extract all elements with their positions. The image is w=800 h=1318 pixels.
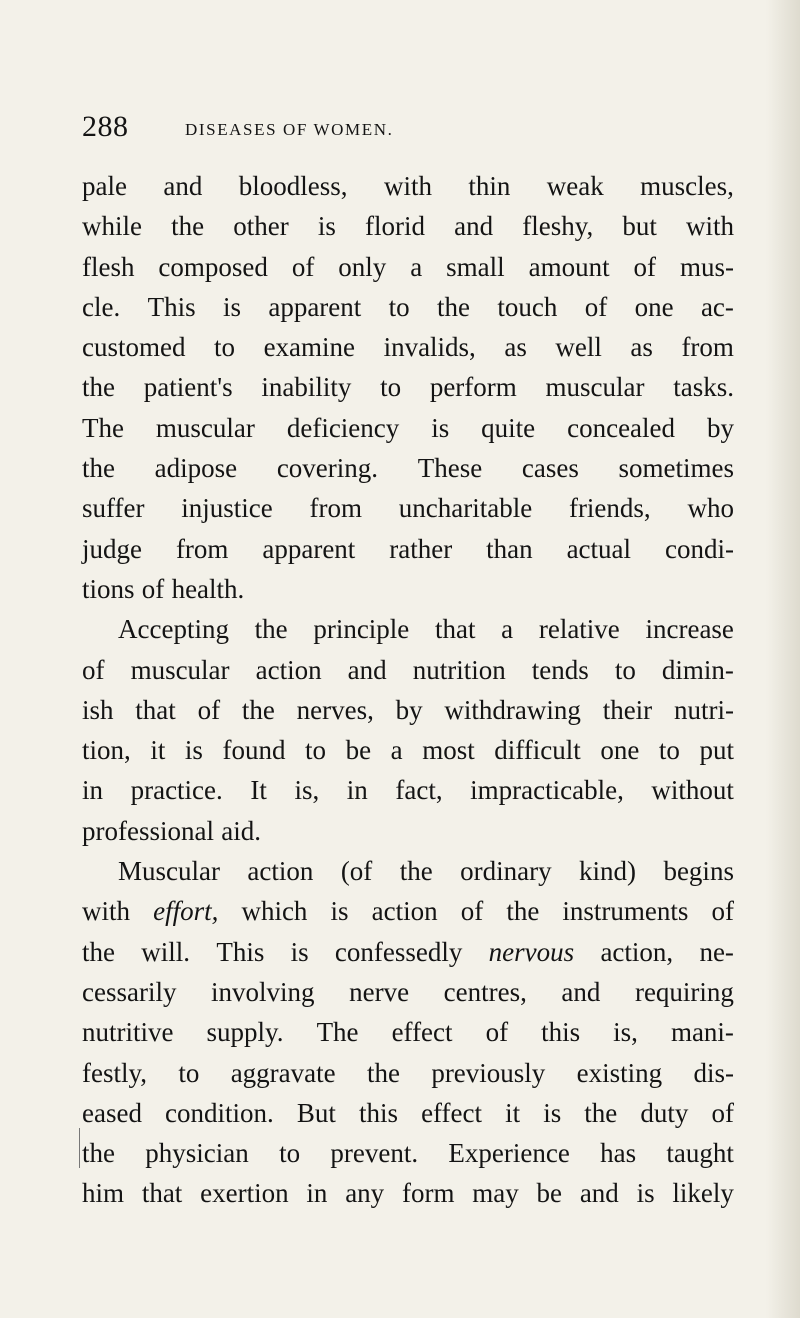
word: nutri- — [673, 694, 734, 725]
word: it — [505, 1097, 521, 1128]
text-line — [82, 247, 734, 287]
text-line — [82, 1133, 734, 1173]
word: as — [504, 332, 527, 363]
word: tion, — [82, 735, 131, 766]
word: him — [82, 1178, 125, 1209]
word: It — [250, 775, 267, 806]
word: from — [681, 332, 734, 363]
word: and — [347, 654, 387, 685]
word: of — [197, 694, 221, 725]
word: put — [699, 735, 734, 766]
word: of — [82, 654, 105, 685]
text-line — [82, 287, 734, 327]
word: effect — [391, 1017, 453, 1048]
word: But — [296, 1097, 336, 1128]
word: likely — [672, 1178, 734, 1209]
word: tends — [531, 654, 589, 685]
italic-word: effort, — [153, 896, 219, 927]
word: existing — [576, 1057, 663, 1088]
word: is — [330, 896, 349, 927]
word: fact, — [395, 775, 443, 806]
word: relative — [538, 614, 620, 645]
word: the — [506, 896, 540, 927]
word: that — [135, 694, 176, 725]
word: is — [290, 936, 309, 967]
word: from — [309, 493, 362, 524]
word: flesh — [82, 251, 135, 282]
word: of — [711, 1097, 734, 1128]
text-line — [82, 690, 734, 730]
word: is — [222, 291, 241, 322]
word: bloodless, — [238, 171, 348, 201]
word: a — [410, 251, 423, 282]
word: nutritive — [82, 1017, 174, 1048]
page-edge-shadow — [766, 0, 800, 1318]
word: muscular — [155, 412, 255, 443]
word: dimin- — [661, 654, 734, 685]
text-line — [82, 932, 734, 972]
word: the — [82, 1138, 115, 1169]
word: is, — [294, 775, 320, 806]
text-line — [82, 367, 734, 407]
word: friends, — [568, 493, 651, 524]
word: customed — [82, 332, 186, 363]
word: but — [622, 211, 657, 242]
word: cases — [521, 453, 579, 484]
word: aggravate — [230, 1057, 336, 1088]
word: festly, — [82, 1057, 147, 1088]
word: injustice — [181, 493, 273, 524]
word: impracticable, — [470, 775, 624, 806]
word: the — [399, 856, 433, 887]
word: judge — [82, 533, 142, 564]
word: to — [305, 735, 327, 766]
text-line — [82, 1093, 734, 1133]
word: than — [486, 533, 533, 564]
word: health. — [171, 573, 245, 604]
word: is — [431, 412, 450, 443]
word: a — [390, 735, 403, 766]
word: mus- — [679, 251, 734, 282]
word: muscles, — [640, 171, 734, 201]
word: and — [579, 1178, 619, 1209]
word: confessedly — [334, 936, 463, 967]
word: will. — [141, 936, 191, 967]
word: perform — [429, 372, 517, 403]
word: touch — [497, 291, 558, 322]
word: to — [388, 291, 410, 322]
word: other — [233, 211, 289, 242]
word: deficiency — [286, 412, 400, 443]
word: aid. — [221, 815, 261, 846]
word: the — [254, 614, 288, 645]
word: effect — [421, 1097, 483, 1128]
word: may — [472, 1178, 519, 1209]
word: and — [163, 171, 203, 201]
word: previously — [431, 1057, 546, 1088]
word: invalids, — [383, 332, 476, 363]
word: inability — [261, 372, 352, 403]
word: rather — [389, 533, 453, 564]
word: duty — [640, 1097, 689, 1128]
text-line — [82, 972, 734, 1012]
word: exertion — [200, 1178, 289, 1209]
word: condition. — [165, 1097, 274, 1128]
word: of — [711, 896, 734, 927]
word: suffer — [82, 493, 145, 524]
word: Accepting — [118, 614, 229, 645]
word: The — [316, 1017, 359, 1048]
word: with — [383, 171, 432, 201]
word: without — [651, 775, 734, 806]
word: supply. — [206, 1017, 284, 1048]
word: with — [685, 211, 734, 242]
word: only — [338, 251, 387, 282]
text-line — [82, 1053, 734, 1093]
word: tasks. — [673, 372, 734, 403]
word: ac- — [700, 291, 734, 322]
word: florid — [365, 211, 425, 242]
word: it — [150, 735, 166, 766]
text-line — [82, 529, 734, 569]
word: any — [345, 1178, 385, 1209]
word: The — [82, 412, 124, 443]
word: to — [380, 372, 402, 403]
word: one — [600, 735, 640, 766]
word: examine — [263, 332, 356, 363]
word: quite — [481, 412, 536, 443]
word: covering. — [276, 453, 379, 484]
word: requiring — [634, 976, 734, 1007]
word: withdrawing — [444, 694, 581, 725]
word: that — [141, 1178, 183, 1209]
word: Experience — [448, 1138, 570, 1169]
word: tions — [82, 573, 135, 604]
word: taught — [666, 1138, 734, 1169]
word: pale — [82, 171, 127, 201]
word: the — [241, 694, 275, 725]
word: uncharitable — [398, 493, 533, 524]
word: the — [82, 936, 115, 967]
word: the — [437, 291, 471, 322]
word: in — [82, 775, 104, 806]
text-line — [82, 448, 734, 488]
word: action — [371, 896, 438, 927]
margin-mark — [79, 1128, 80, 1168]
word: their — [602, 694, 653, 725]
word: by — [706, 412, 734, 443]
word: to — [614, 654, 636, 685]
word: be — [345, 735, 372, 766]
word: the — [366, 1057, 400, 1088]
word: nerve — [349, 976, 410, 1007]
word: Muscular — [118, 856, 220, 887]
word: in — [346, 775, 368, 806]
word: begins — [663, 856, 734, 887]
word: of — [291, 251, 315, 282]
word: apparent — [268, 291, 362, 322]
text-line — [82, 327, 734, 367]
word: amount — [528, 251, 610, 282]
word: who — [687, 493, 734, 524]
text-line — [82, 891, 734, 931]
word: fleshy, — [522, 211, 594, 242]
word: while — [82, 211, 142, 242]
word: and — [561, 976, 601, 1007]
word: (of — [340, 856, 373, 887]
word: involving — [211, 976, 315, 1007]
word: the — [82, 453, 115, 484]
word: to — [214, 332, 236, 363]
word: nutrition — [412, 654, 506, 685]
word: instruments — [562, 896, 689, 927]
word: This — [147, 291, 196, 322]
word: dis- — [693, 1057, 734, 1088]
word: cle. — [82, 291, 121, 322]
word: action — [247, 856, 314, 887]
word: This — [216, 936, 265, 967]
word: this — [541, 1017, 581, 1048]
word: increase — [645, 614, 734, 645]
word: eased — [82, 1097, 142, 1128]
word: the — [171, 211, 205, 242]
word: thin — [468, 171, 511, 201]
word: weak — [546, 171, 604, 201]
italic-word: nervous — [488, 936, 575, 967]
word: by — [395, 694, 423, 725]
text-line — [82, 1173, 734, 1213]
word: muscular — [545, 372, 645, 403]
text-line — [82, 811, 734, 851]
running-head: DISEASES OF WOMEN. — [185, 120, 394, 139]
word: adipose — [154, 453, 238, 484]
word: to — [658, 735, 680, 766]
text-line — [82, 851, 734, 891]
text-line — [82, 730, 734, 770]
word: the — [82, 372, 115, 403]
word: found — [222, 735, 286, 766]
word: from — [175, 533, 229, 564]
word: be — [536, 1178, 563, 1209]
word: is — [317, 211, 336, 242]
word: as — [630, 332, 653, 363]
word: action, — [600, 936, 674, 967]
word: ordinary — [460, 856, 552, 887]
word: composed — [158, 251, 268, 282]
word: difficult — [494, 735, 581, 766]
word: principle — [313, 614, 410, 645]
word: of — [485, 1017, 509, 1048]
text-line — [82, 569, 734, 609]
word: most — [422, 735, 475, 766]
page-number: 288 — [82, 110, 129, 143]
word: mani- — [670, 1017, 734, 1048]
word: practice. — [130, 775, 223, 806]
word: concealed — [567, 412, 676, 443]
word: is — [543, 1097, 562, 1128]
word: kind) — [579, 856, 637, 887]
word: has — [600, 1138, 637, 1169]
word: one — [634, 291, 674, 322]
word: a — [501, 614, 514, 645]
word: the — [584, 1097, 618, 1128]
word: is — [636, 1178, 655, 1209]
word: condi- — [664, 533, 734, 564]
word: well — [555, 332, 602, 363]
word: form — [401, 1178, 455, 1209]
word: in — [306, 1178, 328, 1209]
word: small — [446, 251, 505, 282]
text-line — [82, 1012, 734, 1052]
text-line — [82, 609, 734, 649]
word: and — [454, 211, 494, 242]
text-line — [82, 206, 734, 246]
word: to — [178, 1057, 200, 1088]
text-line — [82, 488, 734, 528]
word: patient's — [143, 372, 233, 403]
word: that — [434, 614, 476, 645]
word: ish — [82, 694, 114, 725]
word: of — [141, 573, 165, 604]
word: which — [241, 896, 308, 927]
word: with — [82, 896, 131, 927]
text-line — [82, 650, 734, 690]
word: of — [584, 291, 608, 322]
word: action — [255, 654, 322, 685]
word: cessarily — [82, 976, 177, 1007]
word: nerves, — [296, 694, 374, 725]
body-text — [82, 166, 734, 1214]
page-header — [82, 110, 712, 150]
word: is, — [613, 1017, 638, 1048]
word: physician — [145, 1138, 249, 1169]
word: apparent — [262, 533, 356, 564]
text-line — [82, 770, 734, 810]
word: to — [279, 1138, 301, 1169]
word: centres, — [443, 976, 527, 1007]
text-line — [82, 408, 734, 448]
word: prevent. — [330, 1138, 419, 1169]
word: muscular — [130, 654, 230, 685]
word: this — [358, 1097, 398, 1128]
word: is — [184, 735, 203, 766]
text-line — [82, 166, 734, 206]
word: of — [633, 251, 657, 282]
word: of — [460, 896, 484, 927]
word: professional — [82, 815, 214, 846]
word: These — [417, 453, 483, 484]
word: ne- — [699, 936, 734, 967]
word: sometimes — [618, 453, 734, 484]
word: actual — [566, 533, 632, 564]
